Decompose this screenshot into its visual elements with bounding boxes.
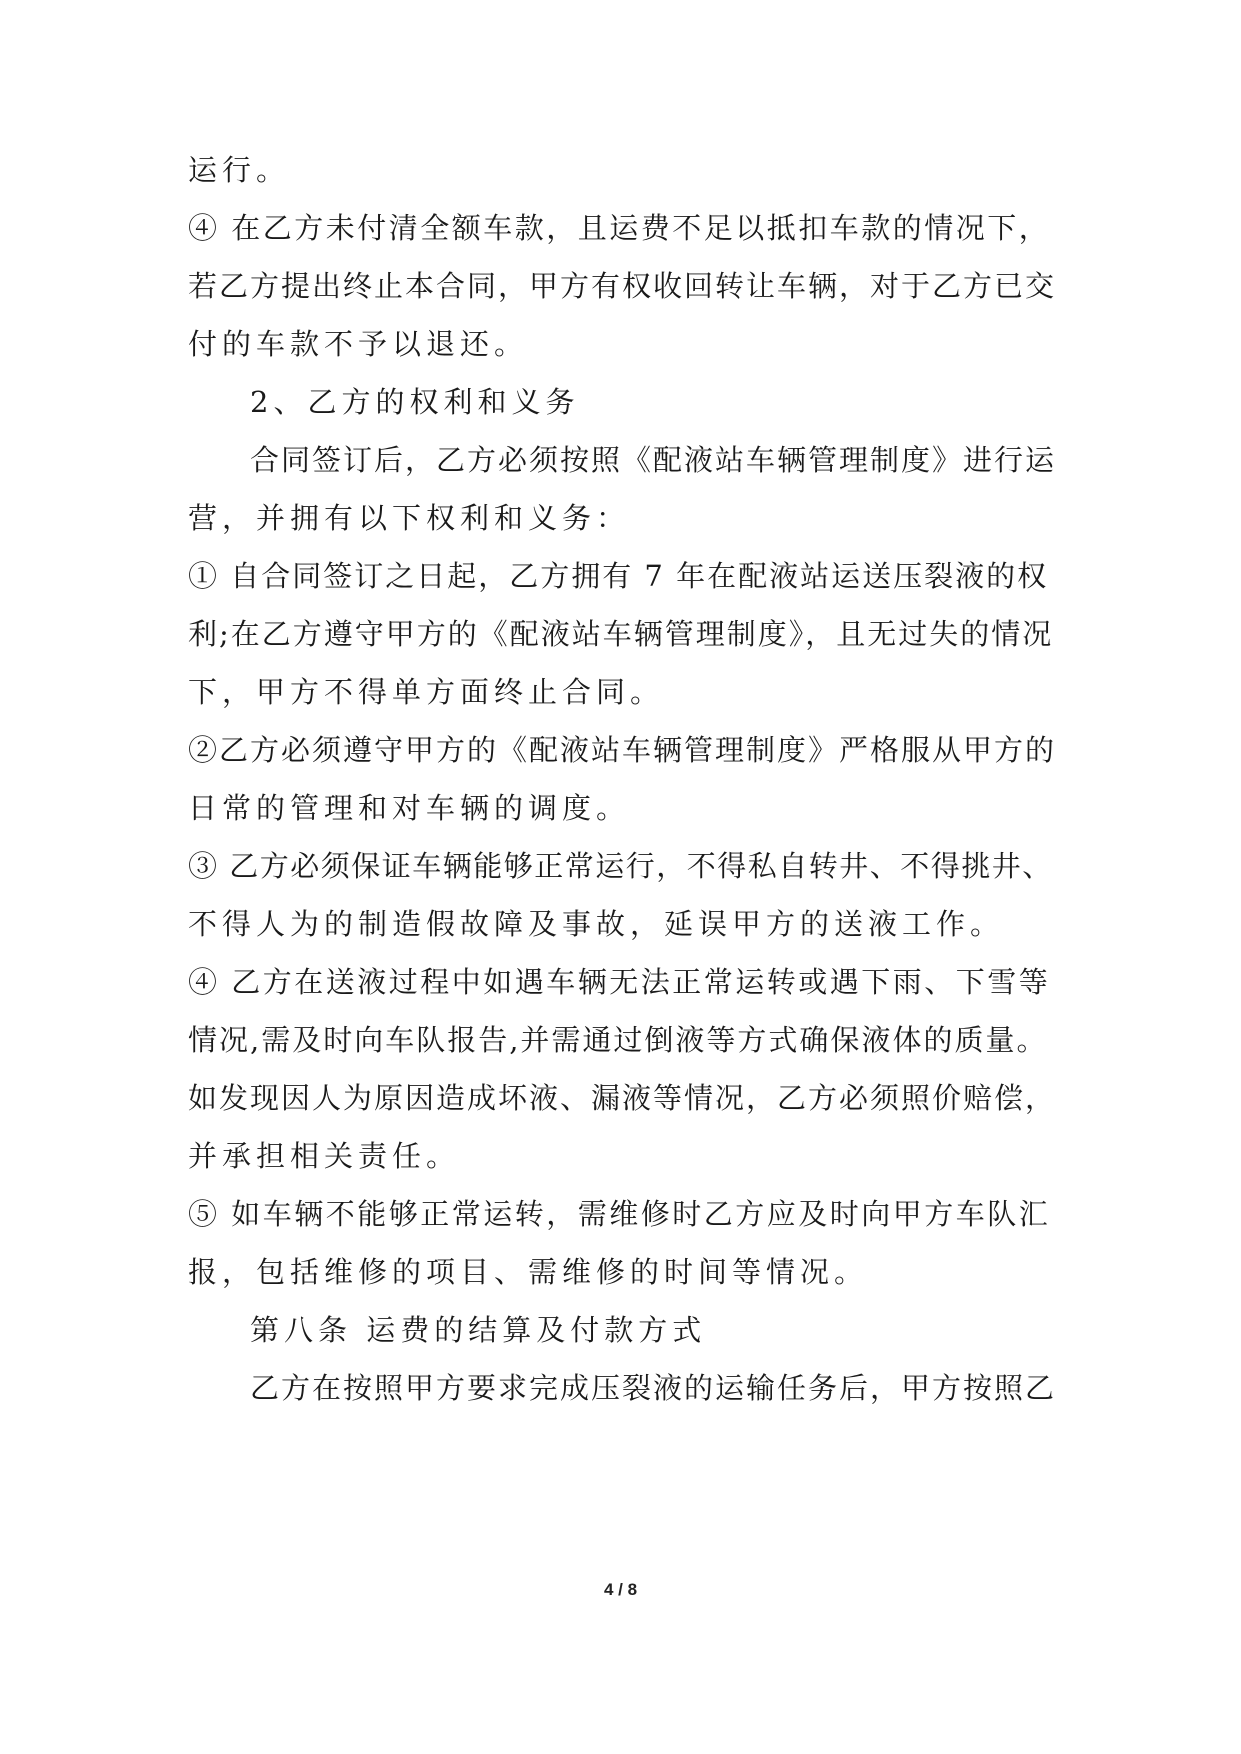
text-line: 情况,需及时向车队报告,并需通过倒液等方式确保液体的质量。 <box>188 1023 1048 1057</box>
text-line: ① 自合同签订之日起，乙方拥有 7 年在配液站运送压裂液的权 <box>188 559 1049 593</box>
text-line: ⑤ 如车辆不能够正常运转，需维修时乙方应及时向甲方车队汇 <box>188 1197 1051 1231</box>
text-line: 如发现因人为原因造成坏液、漏液等情况，乙方必须照价赔偿， <box>188 1081 1057 1115</box>
text-line: ③ 乙方必须保证车辆能够正常运行，不得私自转井、不得挑井、 <box>188 849 1053 883</box>
text-line: 乙方在按照甲方要求完成压裂液的运输任务后，甲方按照乙 <box>250 1371 1057 1405</box>
text-line: 付的车款不予以退还。 <box>188 327 529 361</box>
article-heading: 第八条 运费的结算及付款方式 <box>250 1313 707 1347</box>
text-line: ④ 在乙方未付清全额车款，且运费不足以抵扣车款的情况下， <box>188 211 1051 245</box>
text-line: 若乙方提出终止本合同，甲方有权收回转让车辆，对于乙方已交 <box>188 269 1057 303</box>
text-line: 利;在乙方遵守甲方的《配液站车辆管理制度》，且无过失的情况 <box>188 617 1054 651</box>
text-line: 营，并拥有以下权利和义务： <box>188 501 631 535</box>
text-line: 不得人为的制造假故障及事故，延误甲方的送液工作。 <box>188 907 1005 941</box>
text-line: 并承担相关责任。 <box>188 1139 461 1173</box>
text-line: ②乙方必须遵守甲方的《配液站车辆管理制度》严格服从甲方的 <box>188 733 1057 767</box>
text-line: 合同签订后，乙方必须按照《配液站车辆管理制度》进行运 <box>250 443 1057 477</box>
text-line: 日常的管理和对车辆的调度。 <box>188 791 631 825</box>
text-line: ④ 乙方在送液过程中如遇车辆无法正常运转或遇下雨、下雪等 <box>188 965 1051 999</box>
text-line: 下，甲方不得单方面终止合同。 <box>188 675 665 709</box>
page-number: 4 / 8 <box>603 1580 638 1599</box>
text-line: 报，包括维修的项目、需维修的时间等情况。 <box>188 1255 869 1289</box>
text-line: 运行。 <box>188 153 291 187</box>
section-heading: 2、乙方的权利和义务 <box>250 385 580 419</box>
